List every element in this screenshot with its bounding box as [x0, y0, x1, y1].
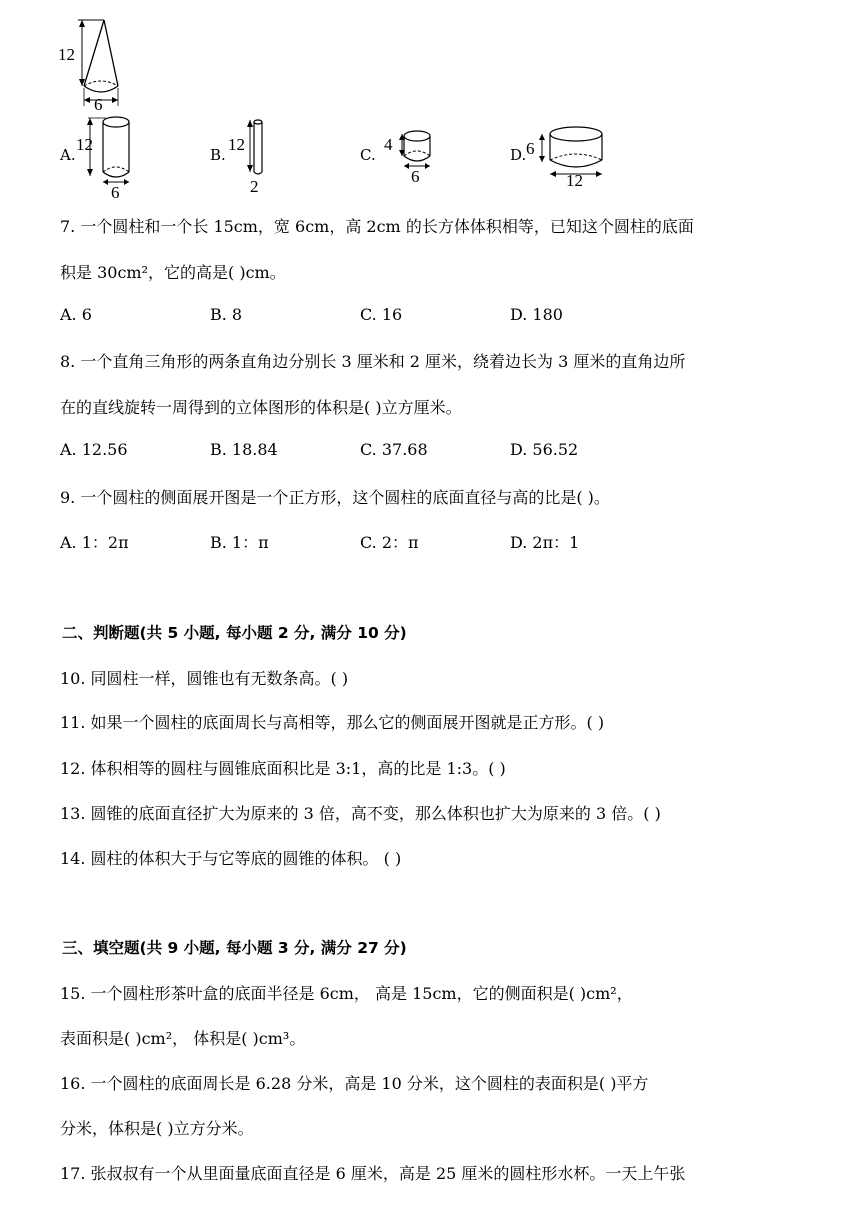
- q15-line2: 表面积是( )cm²， 体积是( )cm³。: [60, 1029, 306, 1048]
- section3-title: 三、填空题(共 9 小题, 每小题 3 分, 满分 27 分): [62, 939, 407, 957]
- q8-option-c[interactable]: C. 37.68: [360, 440, 428, 459]
- option-d-figure[interactable]: [510, 114, 620, 202]
- q7-option-c[interactable]: C. 16: [360, 305, 403, 324]
- q11-line: 11. 如果一个圆柱的底面周长与高相等，那么它的侧面展开图就是正方形。( ): [60, 713, 605, 732]
- section2-title: 二、判断题(共 5 小题, 每小题 2 分, 满分 10 分): [62, 624, 407, 642]
- option-a-height: 12: [76, 135, 93, 154]
- option-b-height: 12: [228, 135, 245, 154]
- q9-option-a[interactable]: A. 1：2π: [60, 533, 129, 552]
- q16-line2: 分米，体积是( )立方分米。: [60, 1119, 254, 1138]
- q15-line1: 15. 一个圆柱形茶叶盒的底面半径是 6cm， 高是 15cm，它的侧面积是( )cm²，: [60, 984, 633, 1003]
- q7-option-b[interactable]: B. 8: [210, 305, 243, 324]
- cone-diagram: [56, 16, 136, 116]
- q7-line1: 7. 一个圆柱和一个长 15cm，宽 6cm，高 2cm 的长方体体积相等，已知这个圆柱的底面: [60, 217, 694, 236]
- q8-option-a[interactable]: A. 12.56: [60, 440, 128, 459]
- cylinder-d: [526, 114, 620, 202]
- q14-line: 14. 圆柱的体积大于与它等底的圆锥的体积。 ( ): [60, 849, 402, 868]
- q7-option-d[interactable]: D. 180: [510, 305, 563, 324]
- q8-option-d[interactable]: D. 56.52: [510, 440, 579, 459]
- q7-option-a[interactable]: A. 6: [60, 305, 92, 324]
- option-c-figure[interactable]: [360, 114, 440, 202]
- option-a-letter: A.: [60, 146, 76, 164]
- option-c-width: 6: [411, 167, 420, 186]
- q9-option-c[interactable]: C. 2：π: [360, 533, 419, 552]
- option-a-width: 6: [111, 183, 120, 202]
- cylinder-c: [376, 114, 440, 202]
- q8-line1: 8. 一个直角三角形的两条直角边分别长 3 厘米和 2 厘米，绕着边长为 3 厘米的直角边所: [60, 352, 686, 371]
- q13-line: 13. 圆锥的底面直径扩大为原来的 3 倍，高不变，那么体积也扩大为原来的 3 倍。( ): [60, 804, 661, 823]
- q7-line2: 积是 30cm²，它的高是( )cm。: [60, 263, 286, 282]
- option-c-letter: C.: [360, 146, 376, 164]
- cylinder-a: [76, 114, 140, 202]
- q16-line1: 16. 一个圆柱的底面周长是 6.28 分米，高是 10 分米，这个圆柱的表面积是( )平方: [60, 1074, 649, 1093]
- q8-option-b[interactable]: B. 18.84: [210, 440, 278, 459]
- cylinder-b: [228, 114, 280, 202]
- q9-option-d[interactable]: D. 2π：1: [510, 533, 580, 552]
- q12-line: 12. 体积相等的圆柱与圆锥底面积比是 3:1，高的比是 1:3。( ): [60, 759, 506, 778]
- q8-line2: 在的直线旋转一周得到的立体图形的体积是( )立方厘米。: [60, 398, 462, 417]
- option-d-width: 12: [566, 171, 583, 190]
- q10-line: 10. 同圆柱一样，圆锥也有无数条高。( ): [60, 669, 349, 688]
- q9-option-b[interactable]: B. 1：π: [210, 533, 269, 552]
- option-b-letter: B.: [210, 146, 226, 164]
- q17-line1: 17. 张叔叔有一个从里面量底面直径是 6 厘米，高是 25 厘米的圆柱形水杯。一天上午张: [60, 1164, 686, 1183]
- option-c-height: 4: [384, 135, 393, 154]
- cone-base-label: 6: [94, 95, 103, 114]
- option-b-figure[interactable]: [210, 114, 280, 202]
- option-a-figure[interactable]: [60, 114, 140, 202]
- cone-height-label: 12: [58, 45, 75, 64]
- option-d-letter: D.: [510, 146, 527, 164]
- cone-figure: [56, 16, 136, 116]
- q9-line1: 9. 一个圆柱的侧面展开图是一个正方形，这个圆柱的底面直径与高的比是( )。: [60, 488, 610, 507]
- option-b-width: 2: [250, 177, 259, 196]
- option-d-height: 6: [526, 139, 535, 158]
